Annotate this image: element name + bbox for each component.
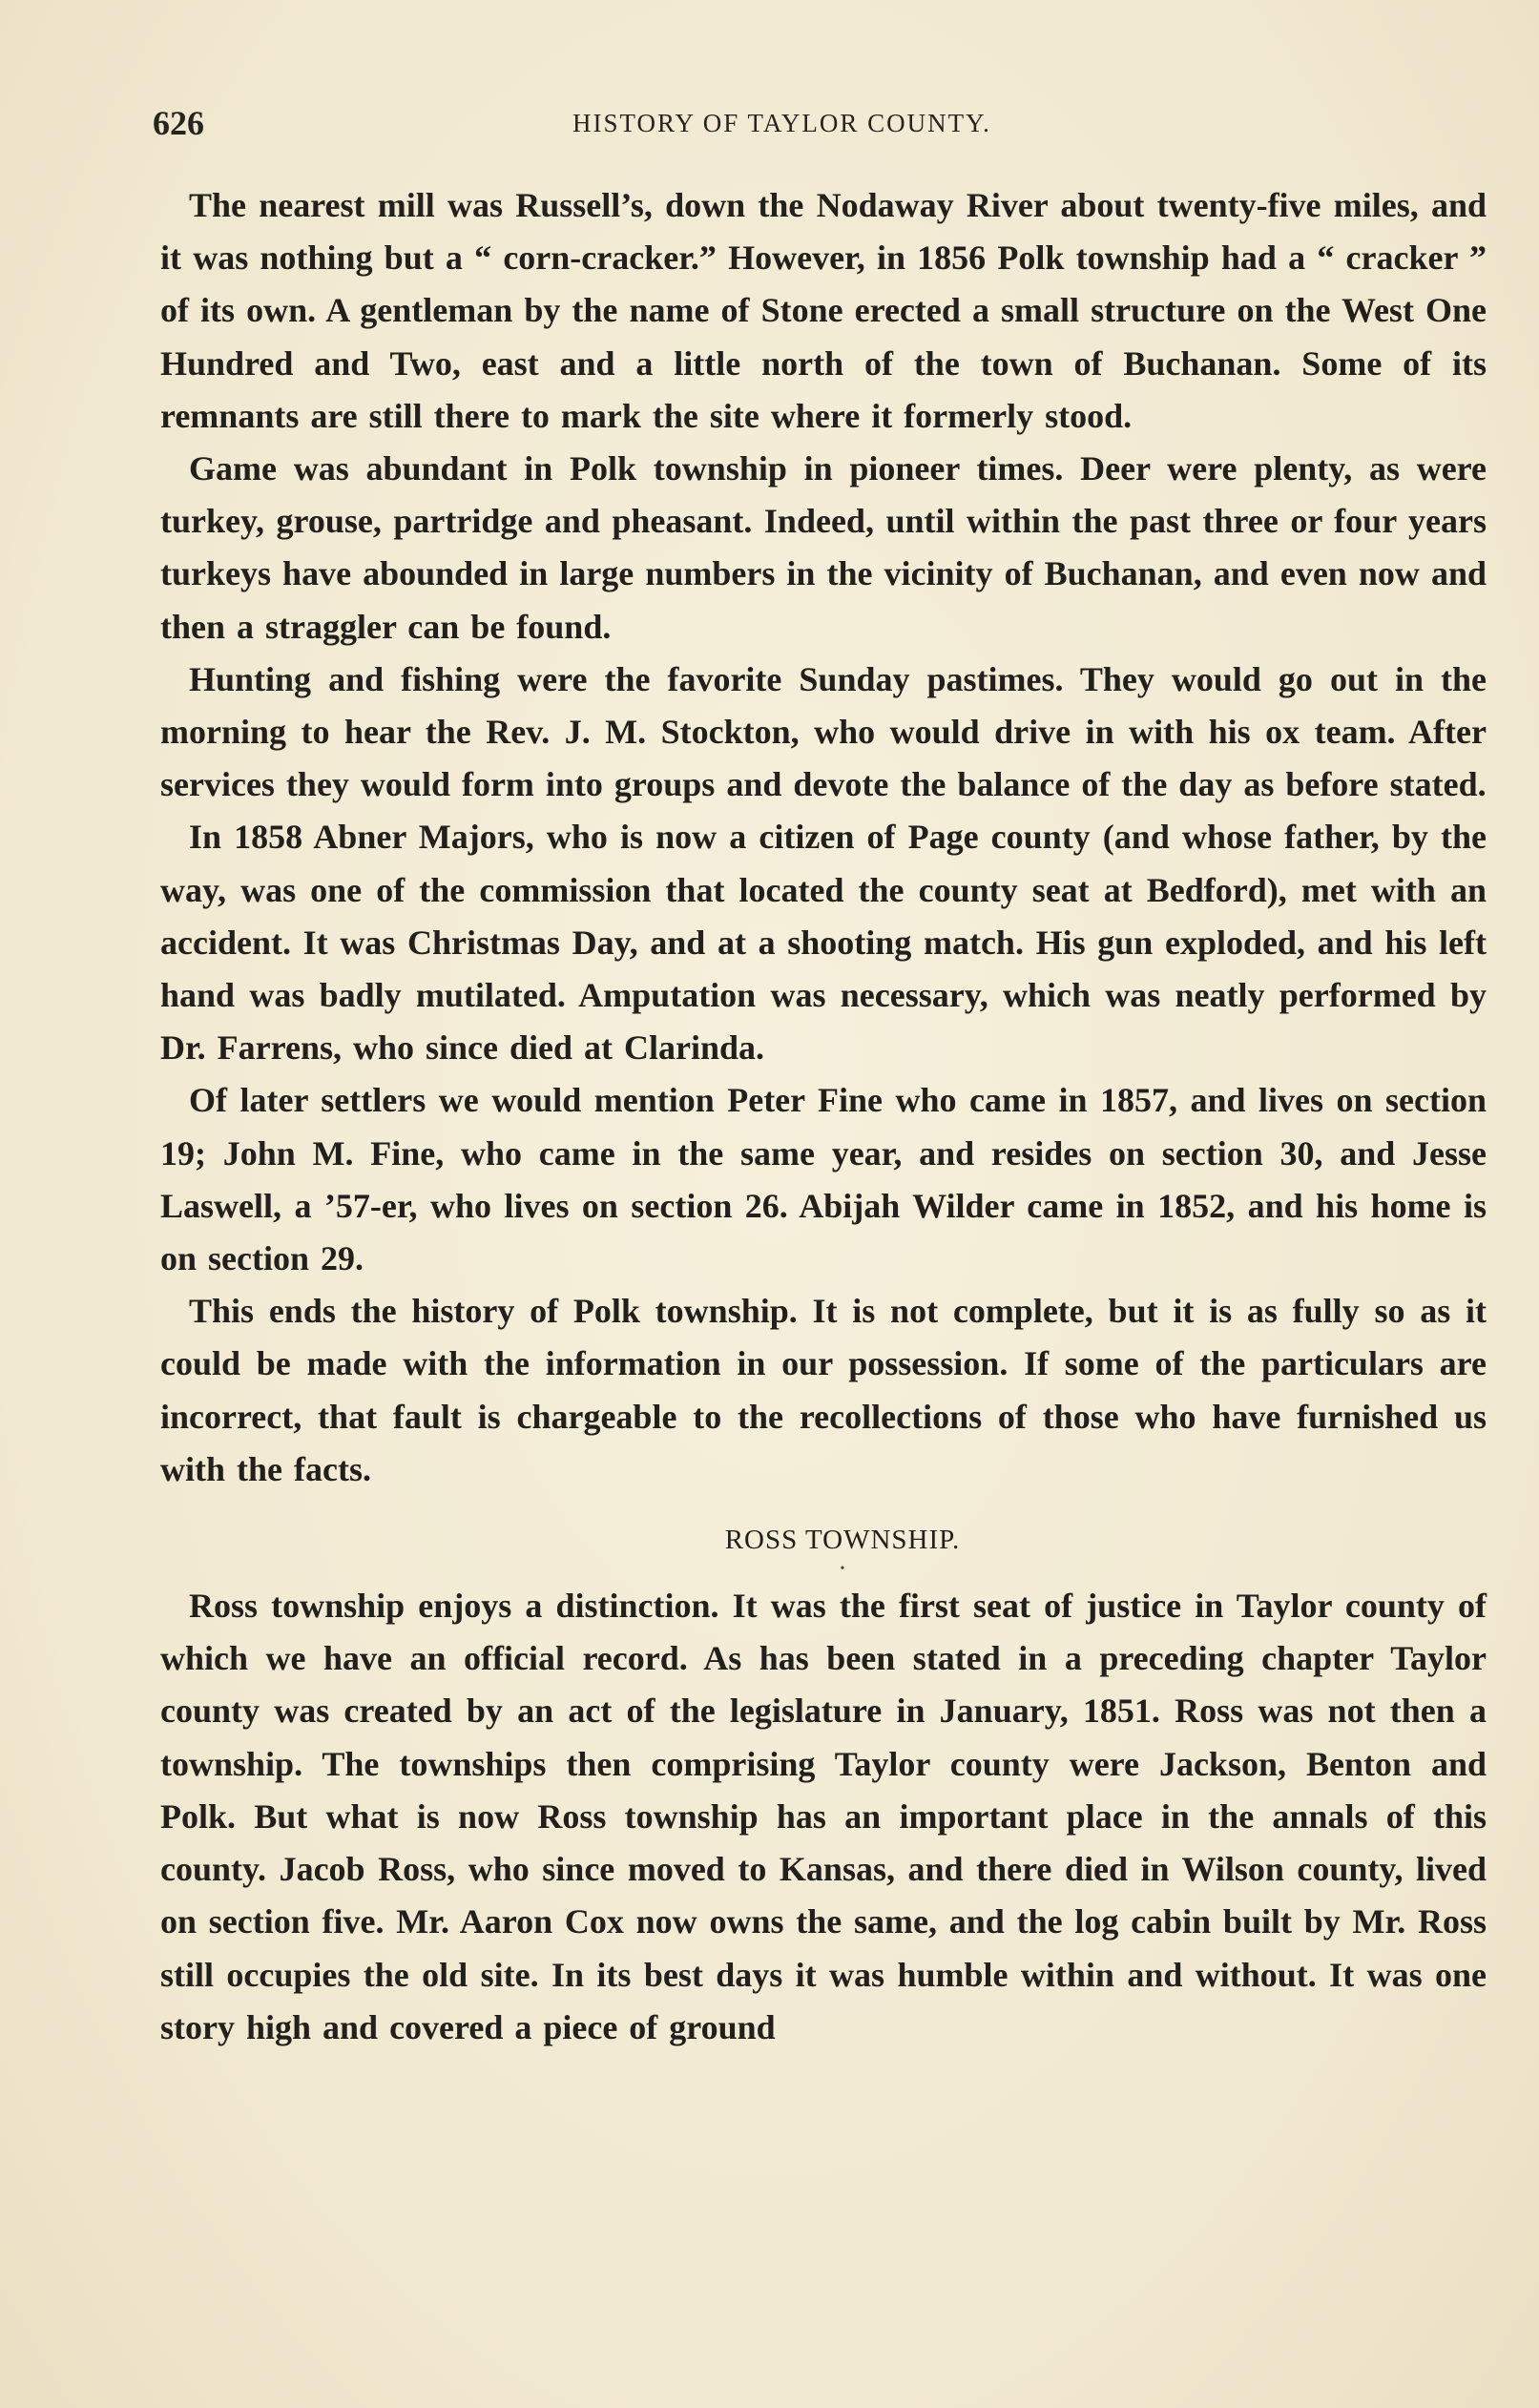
- paragraph-abner-majors: In 1858 Abner Majors, who is now a citizen of Page county (and whose father, by the way, was one of the commission that located the county seat at Bedford), met with an accident. It was Christmas Day, and at a shooting match. His gun exploded, and his left hand was badly mutilated. Amputation was necessary, which was neatly performed by Dr. Farrens, who since died at Clarinda.: [160, 818, 1487, 1068]
- heading-ornament: •: [840, 1562, 845, 1577]
- running-title: HISTORY OF TAYLOR COUNTY.: [572, 109, 991, 137]
- paragraph-hunting: Hunting and fishing were the favorite Sunday pastimes. They would go out in the morning to hear the Rev. J. M. Stockton, who would drive in with his ox team. After services they would form into groups and devote the balance of the day as before stated.: [160, 659, 1487, 804]
- paragraph-later-settlers: Of later settlers we would mention Peter Fine who came in 1857, and lives on section 19; John M. Fine, who came in the same year, and resides on section 30, and Jesse Laswell, a ’57-er, who lives on section 26. Abijah Wilder came in 1852, and his home is on section 29.: [160, 1081, 1487, 1278]
- paragraph-mill: The nearest mill was Russell’s, down the Nodaway River about twenty-five miles, and it was nothing but a “ corn-cracker.” However, in 1856 Polk township had a “ cracker ” of its own. A gentleman by the name of Stone erected a small structure on the West One Hundred and Two, east and a little north of the town of Buchanan. Some of its remnants are still there to mark the site where it formerly stood.: [160, 186, 1487, 435]
- page-number: 626: [153, 104, 204, 142]
- section-heading: ROSS TOWNSHIP.: [724, 1525, 961, 1556]
- body-text: [160, 179, 1487, 2054]
- paragraph-game: Game was abundant in Polk township in pioneer times. Deer were plenty, as were turkey, grouse, partridge and pheasant. Indeed, until within the past three or four years turkeys have abounded in large numbers in the vicinity of Buchanan, and even now and then a straggler can be found.: [160, 449, 1487, 646]
- paragraph-ross-township: Ross township enjoys a distinction. It was the first seat of justice in Taylor county of which we have an official record. As has been stated in a preceding chapter Taylor county was created by an act of the legislature in January, 1851. Ross was not then a township. The townships then comprising Taylor county were Jackson, Benton and Polk. But what is now Ross township has an important place in the annals of this county. Jacob Ross, who since moved to Kansas, and there died in Wilson county, lived on section five. Mr. Aaron Cox now owns the same, and the log cabin built by Mr. Ross still occupies the old site. In its best days it was humble within and without. It was one story high and covered a piece of ground: [160, 1587, 1487, 2046]
- paragraph-polk-conclusion: This ends the history of Polk township. It is not complete, but it is as fully so as it could be made with the information in our possession. If some of the particulars are incorrect, that fault is chargeable to the recollections of those who have furnished us with the facts.: [160, 1292, 1487, 1488]
- running-header: [153, 103, 1482, 149]
